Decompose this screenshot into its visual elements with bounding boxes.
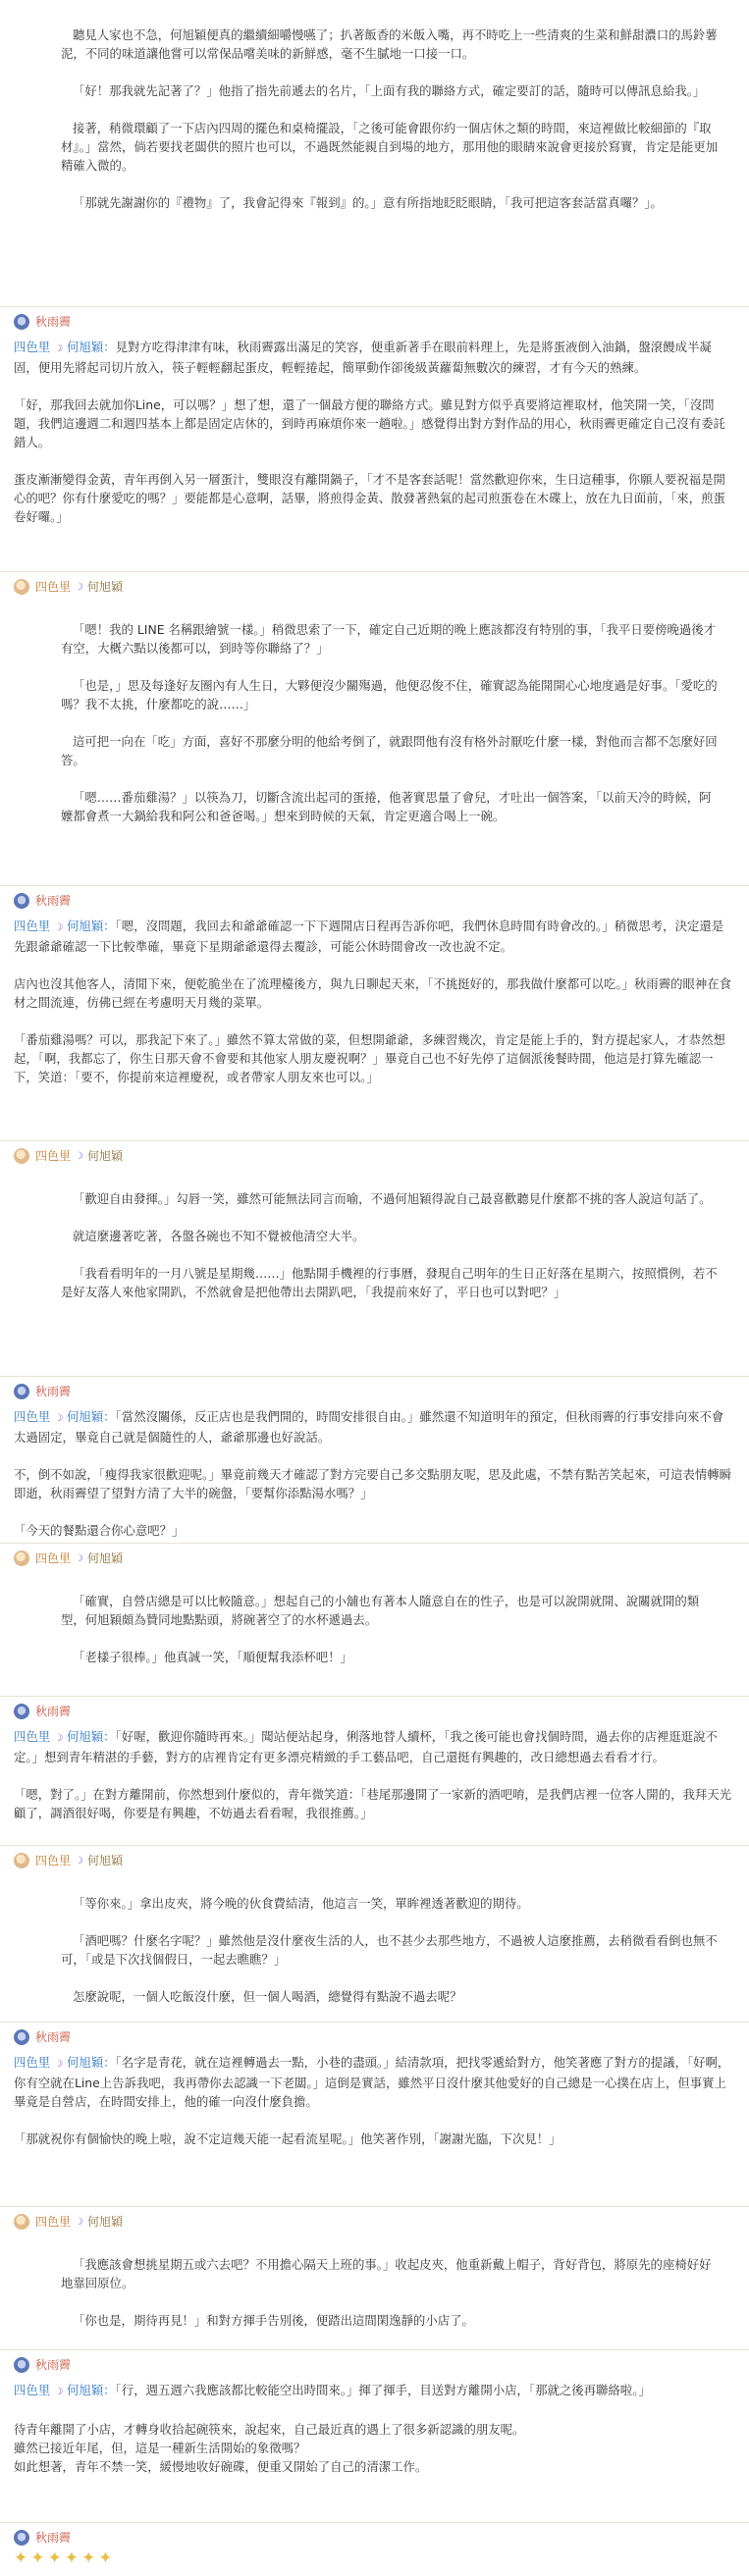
post-b-5 <box>0 2027 749 2148</box>
paragraph: 雖然已接近年尾，但，這是一種新生活開始的象徵嗎？ <box>14 2441 306 2455</box>
author-name[interactable]: 四色里 <box>35 1148 72 1163</box>
mention-tag[interactable]: 四色里 ☽ 何旭穎： <box>14 340 116 354</box>
post-body <box>0 1407 749 1540</box>
paragraph: 「酒吧嗎？什麼名字呢？」雖然他是沒什麼夜生活的人，也不甚少去那些地方，不過被人這麼推薦，去稍微看看倒也無不可，「或是下次找個假日，一起去瞧瞧？」 <box>61 1933 718 1967</box>
paragraph: 待青年離開了小店，才轉身收拾起碗筷來，說起來，自己最近真的遇上了很多新認識的朋友呢。 <box>14 2422 525 2437</box>
author-name[interactable]: 秋雨霽 <box>35 2530 72 2545</box>
post-header <box>0 1146 749 1166</box>
mention-tag[interactable]: 四色里 ☽ 何旭穎： <box>14 919 116 933</box>
reply-target[interactable]: 何旭穎 <box>86 1551 123 1565</box>
paragraph: 「等你來。」拿出皮夾，將今晚的伙食費結清，他這言一笑，單眸裡透著歡迎的期待。 <box>73 1896 529 1911</box>
post-a-2 <box>0 577 749 825</box>
avatar[interactable] <box>14 1853 29 1868</box>
paragraph: 「好，那我回去就加你Line，可以嗎？」想了想，還了一個最方便的聯絡方式。雖見對方似乎真要將這裡取材，他笑開一笑，「沒問題，我們這邊週二和週四基本上都是固定店休的，到時再麻煩你來一趟啦。」感覺得出對方對作品的用心，秋雨霽更確定自己沒有委託錯人。 <box>14 397 725 449</box>
paragraph: 接著，稍微環顧了一下店內四周的擺色和桌椅擺設，「之後可能會跟你約一個店休之類的時間，來這裡做比較細節的『取材』。」當然，倘若要找老闆供的照片也可以，不過既然能親自到場的地方，那用他的眼睛來說會更接於寫實，肯定是能更加精確入微的。 <box>61 121 719 173</box>
post-b-2 <box>0 891 749 1086</box>
paragraph: 「嗯……番茄雞湯？」以筷為刀，切斷含流出起司的蛋捲，他著實思量了會兒，才吐出一個答案，「以前天冷的時候，阿嬤都會煮一大鍋給我和阿公和爸爸喝。」想來到時候的天氣，肯定更適合喝上一碗。 <box>61 790 712 823</box>
paragraph: 四色里 ☽ 何旭穎：「當然沒關係，反正店也是我們開的，時間安排很自由。」雖然還不知道明年的預定，但秋雨霽的行事安排向來不會太過固定，畢竟自己就是個隨性的人，爺爺那邊也好說話。 <box>14 1409 724 1445</box>
paragraph: 四色里 ☽ 何旭穎：「行，週五週六我應該都比較能空出時間來。」揮了揮手，目送對方離開小店，「那就之後再聯絡啦。」 <box>14 2383 651 2397</box>
paragraph: 四色里 ☽ 何旭穎：「好喔，歡迎你隨時再來。」聞站便站起身，俐落地替人續杯，「我之後可能也會找個時間，過去你的店裡逛逛說不定。」想到青年精湛的手藝，對方的店裡肯定有更多漂亮精緻的手工藝品吧，自己還挺有興趣的，改日總想過去看看才行。 <box>14 1729 718 1764</box>
post-a-1 <box>0 26 749 212</box>
post-b-4 <box>0 1702 749 1822</box>
avatar[interactable] <box>14 2357 29 2373</box>
author-name[interactable]: 四色里 <box>35 2214 72 2229</box>
paragraph: 「你也是，期待再見！」和對方揮手告別後，便踏出這間閑逸靜的小店了。 <box>73 2313 474 2328</box>
post-body <box>0 2053 749 2148</box>
author-name[interactable]: 秋雨霽 <box>35 1384 72 1398</box>
post-header <box>0 577 749 597</box>
avatar[interactable] <box>14 1384 29 1399</box>
avatar[interactable] <box>14 1704 29 1719</box>
reply-arrow-icon: ☽ <box>75 1855 83 1866</box>
post-body <box>0 2381 749 2476</box>
paragraph: 「番茄雞湯嗎？可以，那我記下來了。」雖然不算太常做的菜，但想開爺爺，多練習幾次，肯定是能上手的，對方提起家人，才恭然想起，「啊，我都忘了，你生日那天會不會要和其他家人朋友慶祝啊？」畢竟自己也不好先停了這個派後餐時間，他這是打算先確認一下，笑道：「要不，你提前來這裡慶祝，或者帶家人朋友來也可以。」 <box>14 1032 725 1084</box>
paragraph: 「老樣子很棒。」他真誠一笑，「順便幫我添杯吧！」 <box>73 1650 352 1664</box>
paragraph: 四色里 ☽ 何旭穎：「嗯，沒問題，我回去和爺爺確認一下下週開店日程再告訴你吧，我們休息時間有時會改的。」稍微思考，決定還是先跟爺爺確認一下比較準確，畢竟下星期爺爺還得去覆診，可能公休時間會改一改也說不定。 <box>14 919 724 954</box>
paragraph: 「也是，」思及每逢好友圈內有人生日，大夥便沒少關殤過，他便忍俊不住，確實認為能開開心心地度過是好事。「愛吃的嗎？我不太挑，什麼都吃的說……」 <box>61 678 718 711</box>
post-b-6 <box>0 2355 749 2476</box>
paragraph: 四色里 ☽ 何旭穎：見對方吃得津津有味，秋雨霽露出滿足的笑容，便重新著手在眼前料理上，先是將蛋液倒入油鍋，盤滾饅成半凝固，便用先將起司切片放入，筷子輕輕翻起蛋皮，輕輕捲起，簡單動作卻後級黃蘿蔔無數次的練習，才有今天的熟練。 <box>14 340 712 375</box>
author-name[interactable]: 四色里 <box>35 579 72 594</box>
post-body <box>0 917 749 1086</box>
paragraph: 「嗯！我的 LINE 名稱跟繪號一樣。」稍微思索了一下，確定自己近期的晚上應該都沒有特別的事，「我平日要傍晚過後才有空，大概六點以後都可以，到時等你聯絡了？」 <box>61 622 717 656</box>
paragraph: 店內也沒其他客人，清閒下來，便乾脆坐在了流理檯後方，與九日聊起天來，「不挑挺好的，那我做什麼都可以吃。」秋雨霽的眼神在食材之間流連，仿佛已經在考慮明天月幾的菜單。 <box>14 976 732 1010</box>
post-b-7 <box>0 2528 749 2548</box>
author-name[interactable]: 秋雨霽 <box>35 893 72 908</box>
post-body <box>0 2255 749 2330</box>
post-header <box>0 1549 749 1568</box>
post-a-5 <box>0 1851 749 2006</box>
author-name[interactable]: 四色里 <box>35 1853 72 1867</box>
post-body <box>0 1592 749 1666</box>
reply-target[interactable]: 何旭穎 <box>86 579 123 594</box>
reply-arrow-icon: ☽ <box>75 1150 83 1162</box>
reply-target[interactable]: 何旭穎 <box>86 1148 123 1163</box>
reply-target[interactable]: 何旭穎 <box>86 1853 123 1867</box>
paragraph: 「我看看明年的一月八號是星期幾……」他點開手機裡的行事曆，發現自己明年的生日正好落在星期六，按照慣例，若不是好友落人來他家開趴，不然就會是把他帶出去開趴吧，「我提前來好了，平日也可以對吧？」 <box>61 1266 718 1299</box>
post-b-1 <box>0 312 749 526</box>
paragraph: 蛋皮漸漸變得金黃，青年再倒入另一層蛋汁，雙眼沒有離開鍋子，「才不是客套話呢！當然歡迎你來，生日這種事，你願人要祝福是開心的吧？你有什麼愛吃的嗎？」要能都是心意啊，話畢，將煎得金黃、散發著熱氣的起司煎蛋卷在木碟上，放在九日面前，「來，煎蛋卷好囉。」 <box>14 472 725 524</box>
post-header <box>0 2528 749 2548</box>
post-body <box>0 1189 749 1301</box>
reply-arrow-icon: ☽ <box>75 1552 83 1564</box>
post-a-4 <box>0 1549 749 1666</box>
paragraph: 四色里 ☽ 何旭穎：「名字是青花，就在這裡轉過去一點，小巷的盡頭。」結清款項，把找零遞給對方，他笑著應了對方的提議，「好啊，你有空就在Line上告訴我吧，我再帶你去認識一下老闆。」這倒是實話，雖然平日沒什麼其他愛好的自己總是一心撲在店上，但事實上畢竟是自營店，在時間安排上，他的確一向沒什麼負擔。 <box>14 2055 730 2109</box>
paragraph: 「我應該會想挑星期五或六去吧？不用擔心隔天上班的事。」收起皮夾，他重新戴上帽子，背好背包，將原先的座椅好好地靠回原位。 <box>61 2257 712 2290</box>
post-a-3 <box>0 1146 749 1301</box>
author-name[interactable]: 四色里 <box>35 1551 72 1565</box>
post-header <box>0 1702 749 1721</box>
avatar[interactable] <box>14 2530 29 2546</box>
post-header <box>0 891 749 911</box>
paragraph: 「歡迎自由發揮。」勾唇一笑，雖然可能無法同言而喻，不過何旭穎得說自己最喜歡聽見什麼都不挑的客人說這句話了。 <box>73 1191 712 1206</box>
mention-tag[interactable]: 四色里 ☽ 何旭穎： <box>14 2383 116 2397</box>
avatar[interactable] <box>14 314 29 330</box>
paragraph: 「嗯，對了。」在對方離開前，你然想到什麼似的，青年微笑道：「巷尾那邊開了一家新的酒吧唷，是我們店裡一位客人開的，我拜天光顧了，調酒很好喝，你要是有興趣，不妨過去看看喔，我很推薦。」 <box>14 1787 732 1820</box>
paragraph: 「好！那我就先記著了？」他指了指先前遞去的名片，「上面有我的聯絡方式，確定要訂的話，隨時可以傳訊息給我。」 <box>73 83 706 98</box>
paragraph: 如此想著，青年不禁一笑，緩慢地收好碗碟，便重又開始了自己的清潔工作。 <box>14 2459 428 2474</box>
author-name[interactable]: 秋雨霽 <box>35 2357 72 2372</box>
author-name[interactable]: 秋雨霽 <box>35 2029 72 2044</box>
post-body <box>0 1727 749 1822</box>
post-header <box>0 312 749 332</box>
mention-tag[interactable]: 四色里 ☽ 何旭穎： <box>14 2055 116 2070</box>
post-header <box>0 2355 749 2375</box>
post-body <box>0 338 749 526</box>
paragraph: 「那就祝你有個愉快的晚上啦，說不定這幾天能一起看流星呢。」他笑著作別，「謝謝光臨，下次見！」 <box>14 2131 562 2146</box>
post-body <box>0 26 749 212</box>
paragraph: 聽見人家也不急，何旭穎便真的繼續細嚼慢嚥了；扒著飯香的米飯入嘴，再不時吃上一些清爽的生菜和鮮甜濃口的馬鈴薯泥，不同的味道讓他嘗可以常保品嚐美味的新鮮感，毫不生膩地一口接一口。 <box>61 27 718 61</box>
avatar[interactable] <box>14 579 29 595</box>
signature-sparkles-icon: ✦✦✦✦✦✦ <box>14 2549 116 2568</box>
paragraph: 「確實，自營店總是可以比較隨意。」想起自己的小舖也有著本人隨意自在的性子，也是可以說開就開、說關就開的類型，何旭穎頗為贊同地點點頭，將碗著空了的水杯遞過去。 <box>61 1594 700 1627</box>
post-header <box>0 2027 749 2047</box>
paragraph: 「今天的餐點還合你心意吧？」 <box>14 1523 185 1538</box>
reply-arrow-icon: ☽ <box>75 2216 83 2228</box>
reply-target[interactable]: 何旭穎 <box>86 2214 123 2229</box>
paragraph: 不，倒不如說，「瘦得我家很歡迎呢。」畢竟前幾天才確認了對方完要自己多交點朋友呢，思及此處，不禁有點苦笑起來，可這表情轉瞬即逝，秋雨霽望了望對方清了大半的碗盤，「要幫你添點湯水嗎？」 <box>14 1467 732 1500</box>
avatar[interactable] <box>14 893 29 909</box>
avatar[interactable] <box>14 1551 29 1566</box>
mention-tag[interactable]: 四色里 ☽ 何旭穎： <box>14 1409 116 1424</box>
avatar[interactable] <box>14 2029 29 2045</box>
paragraph: 怎麼說呢，一個人吃飯沒什麼，但一個人喝酒，總覺得有點說不過去呢？ <box>73 1989 462 2004</box>
post-b-3 <box>0 1382 749 1540</box>
post-header <box>0 1851 749 1870</box>
post-header <box>0 2212 749 2232</box>
author-name[interactable]: 秋雨霽 <box>35 314 72 329</box>
post-a-6 <box>0 2212 749 2330</box>
avatar[interactable] <box>14 2214 29 2230</box>
paragraph: 這可把一向在「吃」方面，喜好不那麼分明的他給考倒了，就跟問他有沒有格外討厭吃什麼一樣，對他而言都不怎麼好回答。 <box>61 734 718 767</box>
paragraph: 就這麼邊著吃著，各盤各碗也不知不覺被他清空大半。 <box>73 1229 365 1243</box>
paragraph: 「那就先謝謝你的『禮物』了，我會記得來『報到』的。」意有所指地眨眨眼睛，「我可把這客套話當真囉？」。 <box>73 195 663 210</box>
mention-tag[interactable]: 四色里 ☽ 何旭穎： <box>14 1729 116 1744</box>
post-header <box>0 1382 749 1401</box>
reply-arrow-icon: ☽ <box>75 581 83 593</box>
post-body <box>0 620 749 825</box>
post-body <box>0 1894 749 2006</box>
avatar[interactable] <box>14 1148 29 1164</box>
author-name[interactable]: 秋雨霽 <box>35 1704 72 1718</box>
